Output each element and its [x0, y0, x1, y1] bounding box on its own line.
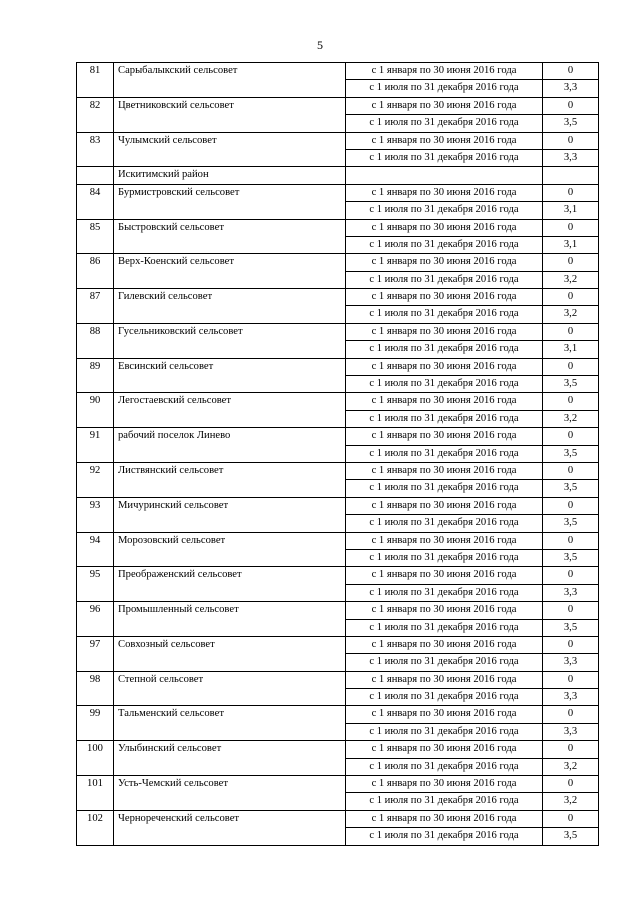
settlement-name-continued: [114, 80, 346, 97]
period-first-half: с 1 января по 30 июня 2016 года: [346, 636, 543, 653]
period-second-half: с 1 июля по 31 декабря 2016 года: [346, 445, 543, 462]
table-row: [77, 254, 599, 271]
settlement-name: Листвянский сельсовет: [114, 462, 346, 479]
row-number: 82: [77, 97, 114, 114]
table-row: [77, 410, 599, 427]
settlement-name: Совхозный сельсовет: [114, 636, 346, 653]
period-first-half: с 1 января по 30 июня 2016 года: [346, 323, 543, 340]
row-number: 85: [77, 219, 114, 236]
value-first-half: 0: [543, 289, 599, 306]
period-first-half: с 1 января по 30 июня 2016 года: [346, 741, 543, 758]
table-row: [77, 184, 599, 201]
table-row: [77, 810, 599, 827]
value-first-half: 0: [543, 428, 599, 445]
table-row: [77, 341, 599, 358]
settlement-name: Морозовский сельсовет: [114, 532, 346, 549]
value-second-half: 3,2: [543, 793, 599, 810]
period-first-half: с 1 января по 30 июня 2016 года: [346, 776, 543, 793]
table-row: [77, 97, 599, 114]
period-second-half: с 1 июля по 31 декабря 2016 года: [346, 306, 543, 323]
row-number: 86: [77, 254, 114, 271]
row-number: 93: [77, 497, 114, 514]
value-second-half: 3,3: [543, 689, 599, 706]
value-second-half: 3,5: [543, 619, 599, 636]
period-second-half: с 1 июля по 31 декабря 2016 года: [346, 410, 543, 427]
value-second-half: 3,2: [543, 271, 599, 288]
value-second-half: 3,3: [543, 584, 599, 601]
district-period-cell: [346, 167, 543, 184]
period-second-half: с 1 июля по 31 декабря 2016 года: [346, 149, 543, 166]
period-second-half: с 1 июля по 31 декабря 2016 года: [346, 376, 543, 393]
row-number: 96: [77, 602, 114, 619]
table-row: [77, 758, 599, 775]
period-first-half: с 1 января по 30 июня 2016 года: [346, 358, 543, 375]
value-first-half: 0: [543, 63, 599, 80]
settlement-name-continued: [114, 689, 346, 706]
value-first-half: 0: [543, 132, 599, 149]
period-first-half: с 1 января по 30 июня 2016 года: [346, 393, 543, 410]
row-number: 84: [77, 184, 114, 201]
row-number-continued: [77, 828, 114, 845]
row-number-continued: [77, 584, 114, 601]
period-second-half: с 1 июля по 31 декабря 2016 года: [346, 341, 543, 358]
settlement-name-continued: [114, 410, 346, 427]
settlement-name-continued: [114, 549, 346, 566]
row-number-continued: [77, 689, 114, 706]
settlement-name: Быстровский сельсовет: [114, 219, 346, 236]
settlement-name: Степной сельсовет: [114, 671, 346, 688]
row-number: 92: [77, 462, 114, 479]
period-second-half: с 1 июля по 31 декабря 2016 года: [346, 480, 543, 497]
settlement-name: Цветниковский сельсовет: [114, 97, 346, 114]
value-first-half: 0: [543, 810, 599, 827]
period-second-half: с 1 июля по 31 декабря 2016 года: [346, 689, 543, 706]
row-number-continued: [77, 271, 114, 288]
value-first-half: 0: [543, 358, 599, 375]
period-second-half: с 1 июля по 31 декабря 2016 года: [346, 115, 543, 132]
value-second-half: 3,5: [543, 828, 599, 845]
row-number-continued: [77, 149, 114, 166]
period-second-half: с 1 июля по 31 декабря 2016 года: [346, 236, 543, 253]
settlement-name-continued: [114, 758, 346, 775]
table-row: [77, 445, 599, 462]
settlement-name: Гилевский сельсовет: [114, 289, 346, 306]
row-number: 102: [77, 810, 114, 827]
table-row: [77, 671, 599, 688]
period-first-half: с 1 января по 30 июня 2016 года: [346, 97, 543, 114]
value-first-half: 0: [543, 97, 599, 114]
table-row: [77, 289, 599, 306]
tariff-table: [76, 62, 599, 846]
row-number-continued: [77, 619, 114, 636]
settlement-name: Преображенский сельсовет: [114, 567, 346, 584]
row-number-continued: [77, 654, 114, 671]
table-row: [77, 602, 599, 619]
value-second-half: 3,2: [543, 410, 599, 427]
row-number: 88: [77, 323, 114, 340]
row-number-continued: [77, 480, 114, 497]
value-first-half: 0: [543, 323, 599, 340]
table-row: [77, 706, 599, 723]
period-second-half: с 1 июля по 31 декабря 2016 года: [346, 202, 543, 219]
settlement-name: Евсинский сельсовет: [114, 358, 346, 375]
period-second-half: с 1 июля по 31 декабря 2016 года: [346, 584, 543, 601]
table-row: [77, 80, 599, 97]
table-row: [77, 689, 599, 706]
period-first-half: с 1 января по 30 июня 2016 года: [346, 184, 543, 201]
settlement-name: Гусельниковский сельсовет: [114, 323, 346, 340]
period-second-half: с 1 июля по 31 декабря 2016 года: [346, 271, 543, 288]
district-name: Искитимский район: [114, 167, 346, 184]
settlement-name: рабочий поселок Линево: [114, 428, 346, 445]
table-row: [77, 515, 599, 532]
value-second-half: 3,5: [543, 549, 599, 566]
settlement-name-continued: [114, 445, 346, 462]
period-second-half: с 1 июля по 31 декабря 2016 года: [346, 654, 543, 671]
settlement-name-continued: [114, 115, 346, 132]
table-row: [77, 323, 599, 340]
value-second-half: 3,3: [543, 149, 599, 166]
table-row: [77, 723, 599, 740]
row-number: 81: [77, 63, 114, 80]
period-first-half: с 1 января по 30 июня 2016 года: [346, 810, 543, 827]
period-second-half: с 1 июля по 31 декабря 2016 года: [346, 723, 543, 740]
period-first-half: с 1 января по 30 июня 2016 года: [346, 219, 543, 236]
value-first-half: 0: [543, 741, 599, 758]
row-number: 90: [77, 393, 114, 410]
period-first-half: с 1 января по 30 июня 2016 года: [346, 671, 543, 688]
table-row: [77, 428, 599, 445]
value-second-half: 3,2: [543, 306, 599, 323]
row-number-continued: [77, 758, 114, 775]
period-first-half: с 1 января по 30 июня 2016 года: [346, 254, 543, 271]
table-row: [77, 219, 599, 236]
value-second-half: 3,5: [543, 376, 599, 393]
period-first-half: с 1 января по 30 июня 2016 года: [346, 532, 543, 549]
district-row: [77, 167, 599, 184]
row-number: 99: [77, 706, 114, 723]
table-row: [77, 358, 599, 375]
period-second-half: с 1 июля по 31 декабря 2016 года: [346, 758, 543, 775]
value-first-half: 0: [543, 602, 599, 619]
table-row: [77, 115, 599, 132]
settlement-name-continued: [114, 306, 346, 323]
period-first-half: с 1 января по 30 июня 2016 года: [346, 497, 543, 514]
value-second-half: 3,5: [543, 115, 599, 132]
value-first-half: 0: [543, 532, 599, 549]
value-first-half: 0: [543, 462, 599, 479]
period-first-half: с 1 января по 30 июня 2016 года: [346, 706, 543, 723]
period-first-half: с 1 января по 30 июня 2016 года: [346, 462, 543, 479]
table-row: [77, 202, 599, 219]
value-second-half: 3,1: [543, 236, 599, 253]
settlement-name-continued: [114, 584, 346, 601]
table-row: [77, 532, 599, 549]
settlement-name-continued: [114, 828, 346, 845]
settlement-name-continued: [114, 271, 346, 288]
table-row: [77, 549, 599, 566]
row-number: 83: [77, 132, 114, 149]
settlement-name-continued: [114, 654, 346, 671]
table-row: [77, 654, 599, 671]
table-row: [77, 132, 599, 149]
settlement-name: Чулымский сельсовет: [114, 132, 346, 149]
value-second-half: 3,1: [543, 341, 599, 358]
period-first-half: с 1 января по 30 июня 2016 года: [346, 63, 543, 80]
period-first-half: с 1 января по 30 июня 2016 года: [346, 132, 543, 149]
row-number: 94: [77, 532, 114, 549]
value-first-half: 0: [543, 393, 599, 410]
row-number-continued: [77, 515, 114, 532]
table-row: [77, 236, 599, 253]
settlement-name-continued: [114, 723, 346, 740]
value-second-half: 3,2: [543, 758, 599, 775]
table-row: [77, 149, 599, 166]
period-second-half: с 1 июля по 31 декабря 2016 года: [346, 80, 543, 97]
row-number-continued: [77, 202, 114, 219]
row-number: 89: [77, 358, 114, 375]
table-row: [77, 636, 599, 653]
row-number-continued: [77, 341, 114, 358]
table-row: [77, 271, 599, 288]
table-row: [77, 567, 599, 584]
period-first-half: с 1 января по 30 июня 2016 года: [346, 428, 543, 445]
value-second-half: 3,3: [543, 80, 599, 97]
settlement-name-continued: [114, 793, 346, 810]
settlement-name-continued: [114, 149, 346, 166]
table-row: [77, 584, 599, 601]
value-first-half: 0: [543, 184, 599, 201]
table-row: [77, 376, 599, 393]
row-number: 98: [77, 671, 114, 688]
row-number: 100: [77, 741, 114, 758]
period-second-half: с 1 июля по 31 декабря 2016 года: [346, 828, 543, 845]
row-number: 91: [77, 428, 114, 445]
table-row: [77, 480, 599, 497]
row-number-continued: [77, 115, 114, 132]
row-number-continued: [77, 236, 114, 253]
value-second-half: 3,5: [543, 445, 599, 462]
value-first-half: 0: [543, 497, 599, 514]
table-row: [77, 619, 599, 636]
settlement-name: Усть-Чемский сельсовет: [114, 776, 346, 793]
row-number: 95: [77, 567, 114, 584]
table-row: [77, 462, 599, 479]
row-number: 101: [77, 776, 114, 793]
value-first-half: 0: [543, 254, 599, 271]
row-number-continued: [77, 80, 114, 97]
row-number: 87: [77, 289, 114, 306]
settlement-name-continued: [114, 480, 346, 497]
row-number-continued: [77, 376, 114, 393]
period-second-half: с 1 июля по 31 декабря 2016 года: [346, 793, 543, 810]
value-second-half: 3,3: [543, 723, 599, 740]
settlement-name: Чернореченский сельсовет: [114, 810, 346, 827]
district-value-cell: [543, 167, 599, 184]
settlement-name: Легостаевский сельсовет: [114, 393, 346, 410]
value-second-half: 3,3: [543, 654, 599, 671]
settlement-name-continued: [114, 376, 346, 393]
table-row: [77, 776, 599, 793]
row-number-continued: [77, 445, 114, 462]
table-row: [77, 828, 599, 845]
district-num-cell: [77, 167, 114, 184]
settlement-name: Мичуринский сельсовет: [114, 497, 346, 514]
table-row: [77, 497, 599, 514]
table-row: [77, 793, 599, 810]
settlement-name-continued: [114, 619, 346, 636]
settlement-name: Промышленный сельсовет: [114, 602, 346, 619]
settlement-name-continued: [114, 341, 346, 358]
table-row: [77, 63, 599, 80]
settlement-name: Сарыбалыкский сельсовет: [114, 63, 346, 80]
row-number-continued: [77, 793, 114, 810]
value-first-half: 0: [543, 567, 599, 584]
settlement-name: Бурмистровский сельсовет: [114, 184, 346, 201]
settlement-name: Тальменский сельсовет: [114, 706, 346, 723]
row-number-continued: [77, 410, 114, 427]
settlement-name: Верх-Коенский сельсовет: [114, 254, 346, 271]
period-second-half: с 1 июля по 31 декабря 2016 года: [346, 549, 543, 566]
value-first-half: 0: [543, 776, 599, 793]
table-row: [77, 306, 599, 323]
settlement-name-continued: [114, 236, 346, 253]
period-second-half: с 1 июля по 31 декабря 2016 года: [346, 515, 543, 532]
value-first-half: 0: [543, 219, 599, 236]
page-number: 5: [317, 38, 323, 52]
row-number-continued: [77, 306, 114, 323]
value-second-half: 3,1: [543, 202, 599, 219]
row-number-continued: [77, 723, 114, 740]
settlement-name: Улыбинский сельсовет: [114, 741, 346, 758]
row-number-continued: [77, 549, 114, 566]
period-first-half: с 1 января по 30 июня 2016 года: [346, 289, 543, 306]
table-body: [77, 63, 599, 846]
period-first-half: с 1 января по 30 июня 2016 года: [346, 602, 543, 619]
settlement-name-continued: [114, 515, 346, 532]
value-first-half: 0: [543, 671, 599, 688]
row-number: 97: [77, 636, 114, 653]
value-first-half: 0: [543, 636, 599, 653]
value-second-half: 3,5: [543, 480, 599, 497]
value-second-half: 3,5: [543, 515, 599, 532]
table-row: [77, 741, 599, 758]
period-first-half: с 1 января по 30 июня 2016 года: [346, 567, 543, 584]
period-second-half: с 1 июля по 31 декабря 2016 года: [346, 619, 543, 636]
value-first-half: 0: [543, 706, 599, 723]
table-row: [77, 393, 599, 410]
settlement-name-continued: [114, 202, 346, 219]
